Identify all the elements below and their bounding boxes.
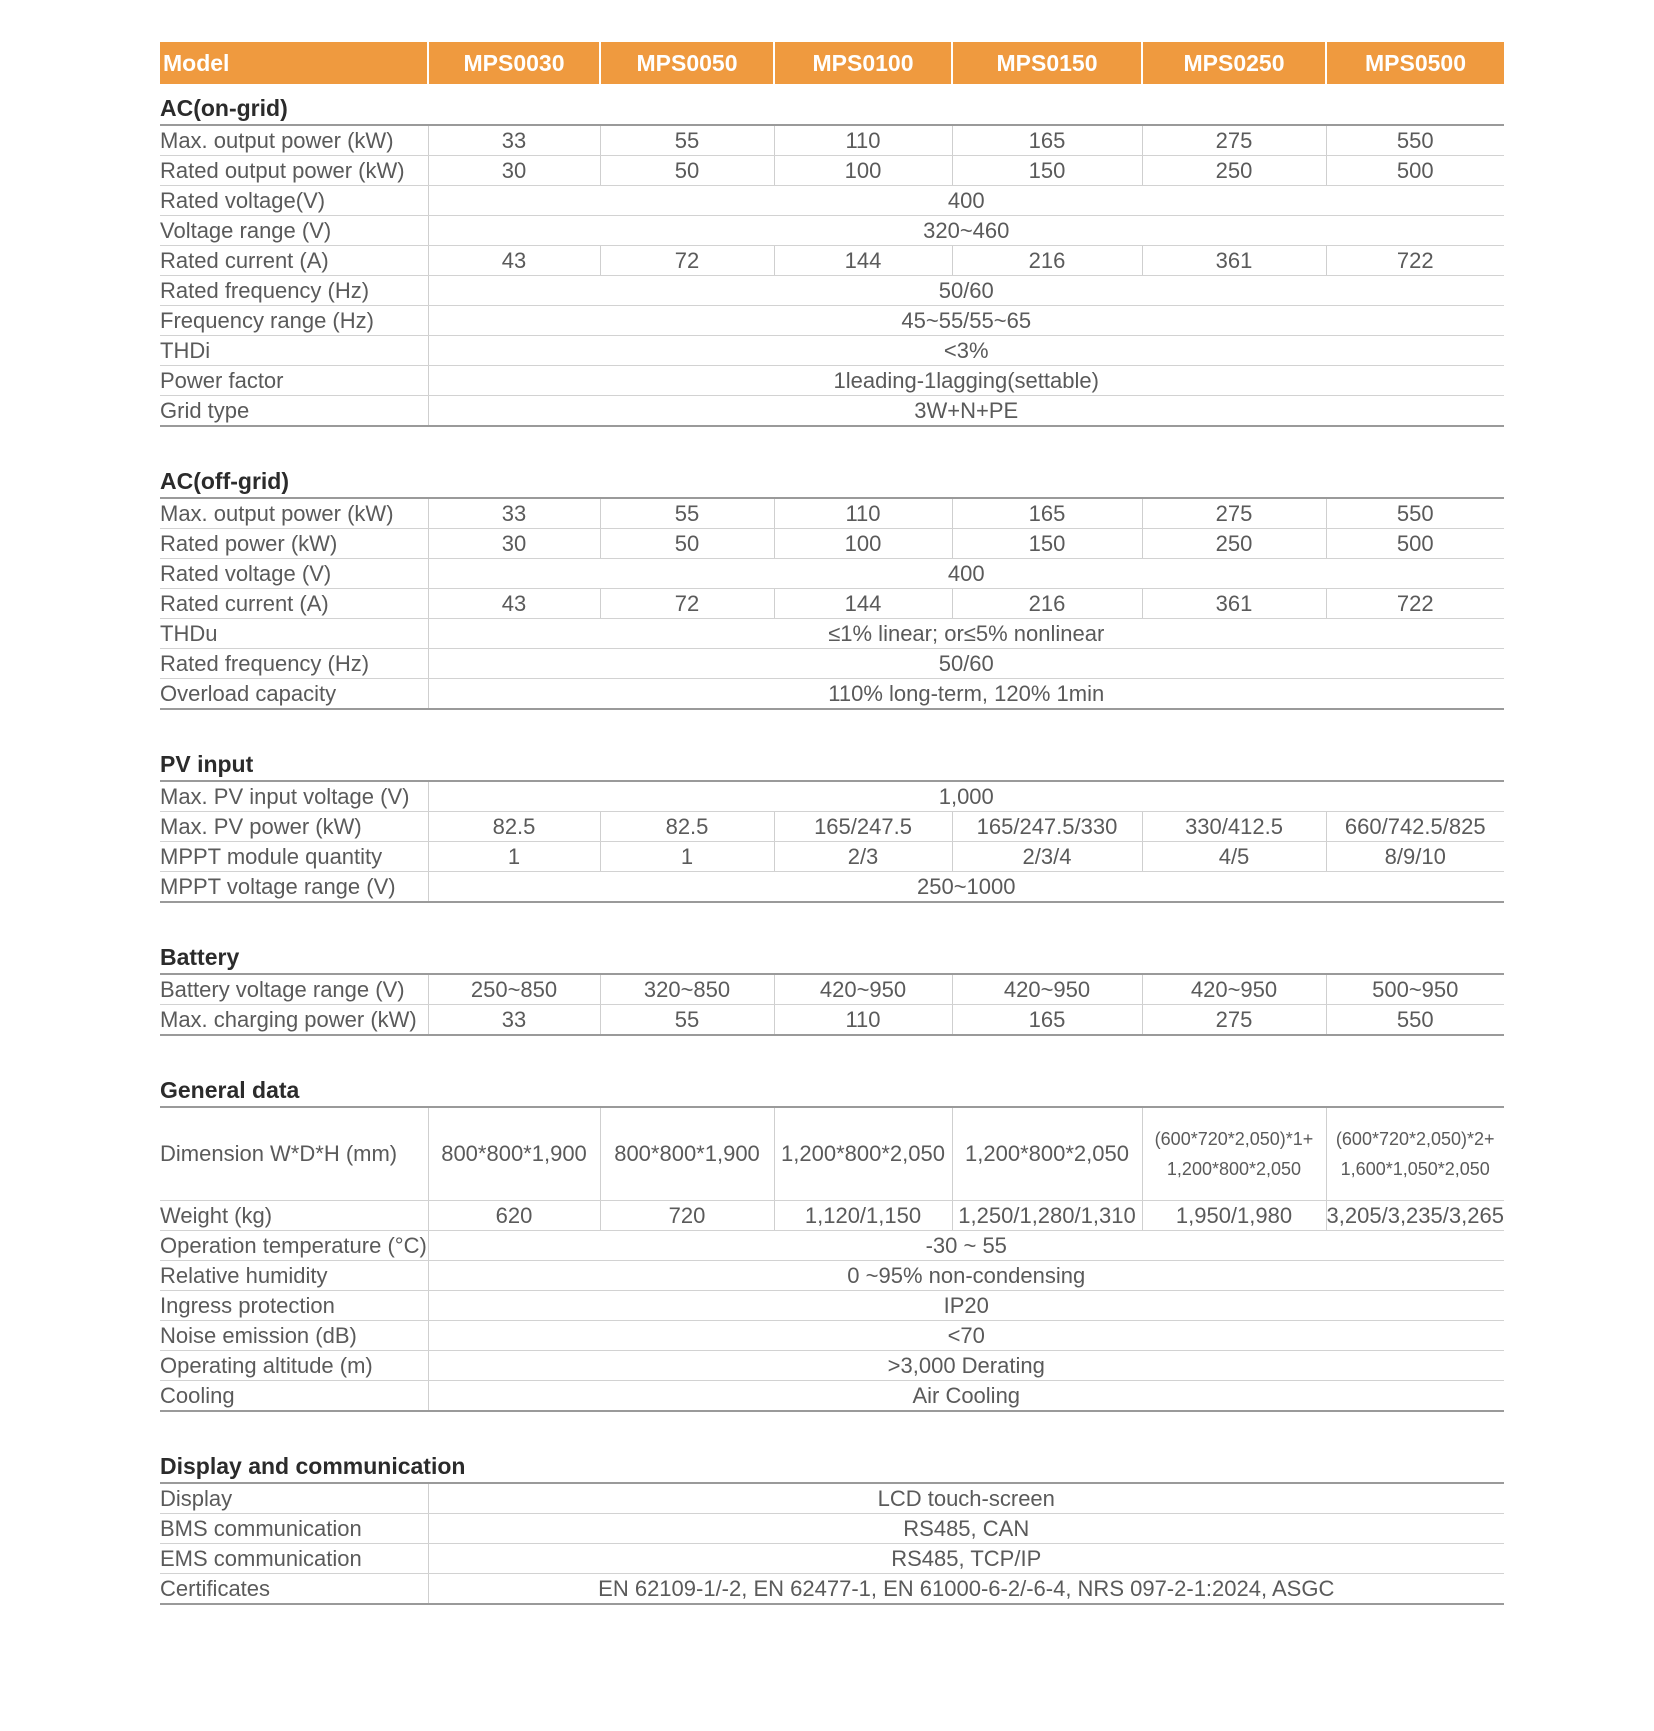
cell: 3,205/3,235/3,265 [1326, 1201, 1504, 1231]
row-label: Ingress protection [160, 1291, 428, 1321]
cell: 33 [428, 1005, 600, 1036]
cell-merged: 400 [428, 559, 1504, 589]
table-row [160, 781, 1504, 812]
cell: 1,950/1,980 [1142, 1201, 1326, 1231]
cell: 30 [428, 529, 600, 559]
cell: 216 [952, 589, 1142, 619]
cell-merged: LCD touch-screen [428, 1483, 1504, 1514]
table-row [160, 1291, 1504, 1321]
cell: 30 [428, 156, 600, 186]
table-row [160, 649, 1504, 679]
cell: 1,200*800*2,050 [952, 1107, 1142, 1201]
cell-merged: 45~55/55~65 [428, 306, 1504, 336]
cell: 1,250/1,280/1,310 [952, 1201, 1142, 1231]
row-label: Operation temperature (°C) [160, 1231, 428, 1261]
row-label: Rated voltage (V) [160, 559, 428, 589]
cell: 165 [952, 125, 1142, 156]
cell: 420~950 [1142, 974, 1326, 1005]
cell-merged: 3W+N+PE [428, 396, 1504, 427]
cell: 165/247.5 [774, 812, 952, 842]
row-label: MPPT voltage range (V) [160, 872, 428, 903]
row-label: Certificates [160, 1574, 428, 1605]
table-row [160, 1321, 1504, 1351]
section-title: AC(on-grid) [160, 84, 1504, 125]
row-label: Dimension W*D*H (mm) [160, 1107, 428, 1201]
cell-merged: 110% long-term, 120% 1min [428, 679, 1504, 710]
model-column-header: MPS0500 [1326, 42, 1504, 84]
cell: 1,120/1,150 [774, 1201, 952, 1231]
cell-merged: 50/60 [428, 649, 1504, 679]
cell: 100 [774, 529, 952, 559]
cell: 110 [774, 498, 952, 529]
cell: 330/412.5 [1142, 812, 1326, 842]
row-label: Max. PV power (kW) [160, 812, 428, 842]
model-label: Model [160, 42, 428, 84]
table-row [160, 872, 1504, 903]
row-label: Max. output power (kW) [160, 498, 428, 529]
table-row [160, 1544, 1504, 1574]
cell: 82.5 [600, 812, 774, 842]
cell [1142, 1107, 1326, 1201]
row-label: BMS communication [160, 1514, 428, 1544]
model-column-header: MPS0150 [952, 42, 1142, 84]
row-label: Rated current (A) [160, 246, 428, 276]
cell: 72 [600, 589, 774, 619]
cell: 100 [774, 156, 952, 186]
cell: 2/3 [774, 842, 952, 872]
table-row [160, 974, 1504, 1005]
cell: 275 [1142, 498, 1326, 529]
table-row [160, 186, 1504, 216]
cell-merged: 400 [428, 186, 1504, 216]
row-label: Rated output power (kW) [160, 156, 428, 186]
row-label: Rated current (A) [160, 589, 428, 619]
table-row [160, 1381, 1504, 1412]
table-row [160, 336, 1504, 366]
spacer [160, 1411, 1504, 1442]
cell-merged: EN 62109-1/-2, EN 62477-1, EN 61000-6-2/-6-4, NRS 097-2-1:2024, ASGC [428, 1574, 1504, 1605]
table-row [160, 498, 1504, 529]
section-general-data [160, 1066, 1504, 1107]
table-row [160, 529, 1504, 559]
cell-merged: Air Cooling [428, 1381, 1504, 1412]
cell: 165 [952, 498, 1142, 529]
row-label: Noise emission (dB) [160, 1321, 428, 1351]
cell: 250~850 [428, 974, 600, 1005]
cell: 320~850 [600, 974, 774, 1005]
cell: 8/9/10 [1326, 842, 1504, 872]
cell: 800*800*1,900 [428, 1107, 600, 1201]
cell: 660/742.5/825 [1326, 812, 1504, 842]
section-title: AC(off-grid) [160, 457, 1504, 498]
cell-text: (600*720*2,050)*2+ 1,600*1,050*2,050 [1335, 1129, 1495, 1179]
cell: 144 [774, 589, 952, 619]
table-row [160, 1514, 1504, 1544]
row-label: MPPT module quantity [160, 842, 428, 872]
cell: 150 [952, 529, 1142, 559]
row-label: EMS communication [160, 1544, 428, 1574]
cell: 216 [952, 246, 1142, 276]
section-title: PV input [160, 740, 1504, 781]
table-row [160, 559, 1504, 589]
cell: 110 [774, 125, 952, 156]
cell-merged: >3,000 Derating [428, 1351, 1504, 1381]
cell-merged: 0 ~95% non-condensing [428, 1261, 1504, 1291]
cell: 4/5 [1142, 842, 1326, 872]
model-column-header: MPS0030 [428, 42, 600, 84]
section-battery [160, 933, 1504, 974]
cell: 1 [600, 842, 774, 872]
row-label: Rated power (kW) [160, 529, 428, 559]
cell: 550 [1326, 498, 1504, 529]
row-label: Max. PV input voltage (V) [160, 781, 428, 812]
cell: 722 [1326, 589, 1504, 619]
row-label: Operating altitude (m) [160, 1351, 428, 1381]
cell-merged: -30 ~ 55 [428, 1231, 1504, 1261]
cell: 420~950 [952, 974, 1142, 1005]
row-label: Rated frequency (Hz) [160, 649, 428, 679]
spacer [160, 1035, 1504, 1066]
row-label: Relative humidity [160, 1261, 428, 1291]
cell: 361 [1142, 589, 1326, 619]
cell-merged: <3% [428, 336, 1504, 366]
cell-merged: 320~460 [428, 216, 1504, 246]
row-label: Cooling [160, 1381, 428, 1412]
row-label: Max. output power (kW) [160, 125, 428, 156]
cell: 110 [774, 1005, 952, 1036]
row-label: Rated voltage(V) [160, 186, 428, 216]
cell: 33 [428, 125, 600, 156]
table-row [160, 842, 1504, 872]
cell-merged: <70 [428, 1321, 1504, 1351]
cell: 150 [952, 156, 1142, 186]
row-label: Rated frequency (Hz) [160, 276, 428, 306]
table-row [160, 1231, 1504, 1261]
cell: 720 [600, 1201, 774, 1231]
cell-merged: 1leading-1lagging(settable) [428, 366, 1504, 396]
table-row [160, 812, 1504, 842]
section-display-communication [160, 1442, 1504, 1483]
cell: 250 [1142, 529, 1326, 559]
cell: 550 [1326, 1005, 1504, 1036]
cell: 800*800*1,900 [600, 1107, 774, 1201]
row-label: Voltage range (V) [160, 216, 428, 246]
cell: 1 [428, 842, 600, 872]
table-row [160, 125, 1504, 156]
cell: 2/3/4 [952, 842, 1142, 872]
row-label: Grid type [160, 396, 428, 427]
section-ac-on-grid [160, 84, 1504, 125]
cell: 43 [428, 246, 600, 276]
cell-merged: RS485, CAN [428, 1514, 1504, 1544]
cell: 72 [600, 246, 774, 276]
cell: 620 [428, 1201, 600, 1231]
cell: 250 [1142, 156, 1326, 186]
cell: 55 [600, 1005, 774, 1036]
table-row [160, 366, 1504, 396]
cell: 500 [1326, 156, 1504, 186]
table-row [160, 1201, 1504, 1231]
table-row [160, 396, 1504, 427]
cell: 43 [428, 589, 600, 619]
cell: 1,200*800*2,050 [774, 1107, 952, 1201]
cell: 500~950 [1326, 974, 1504, 1005]
table-row [160, 276, 1504, 306]
cell: 500 [1326, 529, 1504, 559]
cell: 55 [600, 125, 774, 156]
table-row [160, 1351, 1504, 1381]
section-title: General data [160, 1066, 1504, 1107]
spacer [160, 709, 1504, 740]
table-row [160, 156, 1504, 186]
cell-merged: ≤1% linear; or≤5% nonlinear [428, 619, 1504, 649]
model-header-row [160, 42, 1504, 84]
cell-merged: 1,000 [428, 781, 1504, 812]
row-label: THDi [160, 336, 428, 366]
row-label: Display [160, 1483, 428, 1514]
section-title: Display and communication [160, 1442, 1504, 1483]
table-row [160, 1483, 1504, 1514]
row-label: Weight (kg) [160, 1201, 428, 1231]
table-row [160, 216, 1504, 246]
cell: 722 [1326, 246, 1504, 276]
spacer [160, 426, 1504, 457]
table-row [160, 619, 1504, 649]
row-label: THDu [160, 619, 428, 649]
table-row [160, 679, 1504, 710]
cell: 165 [952, 1005, 1142, 1036]
cell: 165/247.5/330 [952, 812, 1142, 842]
row-label: Power factor [160, 366, 428, 396]
cell: 550 [1326, 125, 1504, 156]
table-row [160, 1005, 1504, 1036]
cell: 55 [600, 498, 774, 529]
row-label: Frequency range (Hz) [160, 306, 428, 336]
table-row [160, 306, 1504, 336]
table-row [160, 1107, 1504, 1201]
cell-merged: IP20 [428, 1291, 1504, 1321]
cell-merged: RS485, TCP/IP [428, 1544, 1504, 1574]
cell-text: (600*720*2,050)*1+ 1,200*800*2,050 [1154, 1129, 1314, 1179]
cell: 420~950 [774, 974, 952, 1005]
cell: 275 [1142, 1005, 1326, 1036]
section-pv-input [160, 740, 1504, 781]
spec-table [160, 42, 1504, 1605]
cell: 275 [1142, 125, 1326, 156]
cell: 82.5 [428, 812, 600, 842]
section-title: Battery [160, 933, 1504, 974]
spacer [160, 902, 1504, 933]
cell: 361 [1142, 246, 1326, 276]
model-column-header: MPS0250 [1142, 42, 1326, 84]
row-label: Overload capacity [160, 679, 428, 710]
cell: 144 [774, 246, 952, 276]
table-row [160, 246, 1504, 276]
cell-merged: 50/60 [428, 276, 1504, 306]
row-label: Battery voltage range (V) [160, 974, 428, 1005]
table-row [160, 1261, 1504, 1291]
table-row [160, 1574, 1504, 1605]
model-column-header: MPS0050 [600, 42, 774, 84]
row-label: Max. charging power (kW) [160, 1005, 428, 1036]
cell: 50 [600, 529, 774, 559]
section-ac-off-grid [160, 457, 1504, 498]
model-column-header: MPS0100 [774, 42, 952, 84]
cell [1326, 1107, 1504, 1201]
table-row [160, 589, 1504, 619]
cell: 33 [428, 498, 600, 529]
cell-merged: 250~1000 [428, 872, 1504, 903]
cell: 50 [600, 156, 774, 186]
